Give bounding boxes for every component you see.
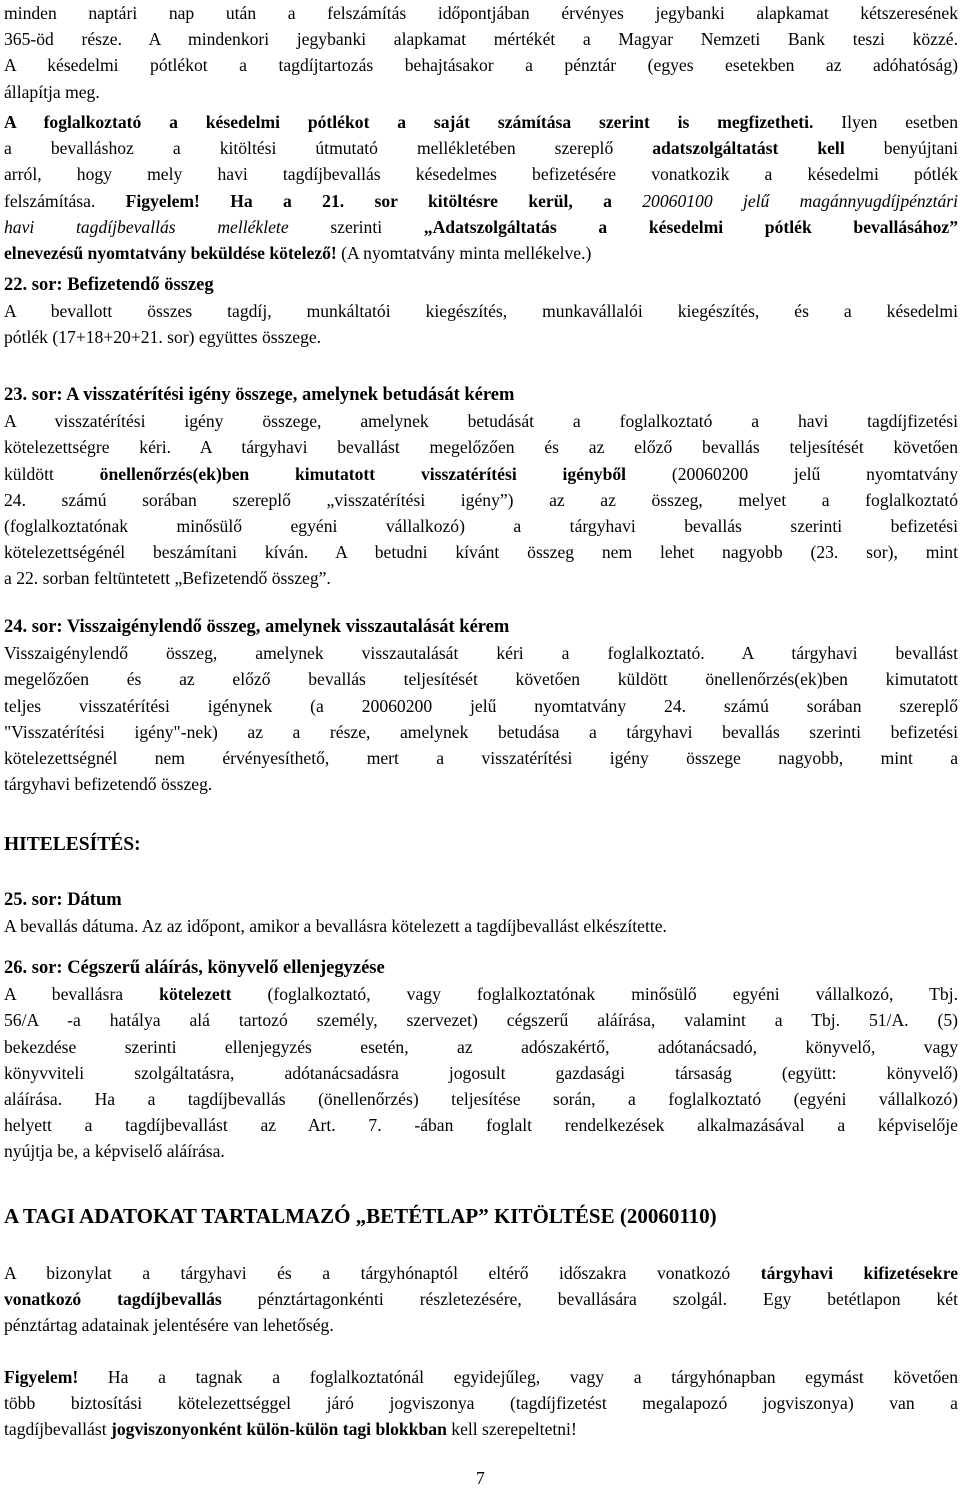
text-line: nyújtja be, a képviselő aláírása.: [4, 1141, 225, 1162]
text-line: elnevezésű nyomtatvány beküldése kötelező! (A nyomtatvány minta mellékelve.): [4, 242, 592, 263]
section-row-23: [4, 382, 958, 592]
text-line: aláírása. Ha a tagdíjbevallás (önellenőrzés) teljesítése során, a foglalkoztató (egyéni vállalkozó): [4, 1088, 958, 1109]
section-heading: 22. sor: Befizetendő összeg: [4, 275, 214, 295]
section-row-26: [4, 955, 958, 1165]
text-line: a 22. sorban feltüntetett „Befizetendő összeg”.: [4, 568, 331, 589]
text-line: könyvviteli szolgáltatásra, adótanácsadásra jogosult gazdasági társaság (együtt: könyvelő): [4, 1062, 958, 1083]
text-line: 365-öd része. A mindenkori jegybanki alapkamat mértékét a Magyar Nemzeti Bank teszi közzé.: [4, 29, 958, 50]
page-number: 7: [476, 1468, 485, 1488]
text-line: A bevallás dátuma. Az az időpont, amikor a bevallásra kötelezett a tagdíjbevallást elkészítette.: [4, 916, 667, 937]
text-line: minden naptári nap után a felszámítás időpontjában érvényes jegybanki alapkamat kétszeresének: [4, 3, 958, 23]
hitelesites-heading-block: [4, 832, 958, 858]
text-line: pénztártag adatainak jelentésére van lehetőség.: [4, 1315, 334, 1336]
text-line: több biztosítási kötelezettséggel járó jogviszonya (tagdíjfizetést megalapozó jogviszonya) van a: [4, 1393, 958, 1414]
hitelesites-heading: HITELESÍTÉS:: [4, 834, 141, 855]
text-line: A bevallásra kötelezett (foglalkoztató, vagy foglalkoztatónak minősülő egyéni vállalkozó, Tbj.: [4, 984, 958, 1005]
text-line: helyett a tagdíjbevallást az Art. 7. -ában foglalt rendelkezések alkalmazásával a képviselője: [4, 1115, 958, 1136]
text-line: 24. számú sorában szereplő „visszatérítési igény”) az az összeg, melyet a foglalkoztató: [4, 489, 958, 510]
paragraph-late-fee-self-calc: [4, 109, 958, 266]
section-row-25: [4, 887, 958, 939]
text-line: havi tagdíjbevallás melléklete szerinti „Adatszolgáltatás a késedelmi pótlék bevallásához”: [4, 216, 958, 237]
section-heading: 25. sor: Dátum: [4, 890, 122, 910]
text-line: A visszatérítési igény összege, amelynek betudását a foglalkoztató a havi tagdíjfizetési: [4, 411, 958, 432]
text-line: arról, hogy mely havi tagdíjbevallás késedelmes befizetésére vonatkozik a késedelmi pótlék: [4, 164, 958, 185]
text-line: tagdíjbevallást jogviszonyonként külön-külön tagi blokkban kell szerepeltetni!: [4, 1419, 577, 1440]
section-row-22: [4, 272, 958, 351]
section-heading: 26. sor: Cégszerű aláírás, könyvelő ellenjegyzése: [4, 958, 385, 978]
paragraph-figyelem: [4, 1364, 958, 1443]
text-line: kötelezettségre kéri. A tárgyhavi bevallást megelőzően és az előző bevallás teljesítését követően: [4, 437, 958, 458]
text-line: A késedelmi pótlékot a tagdíjtartozás behajtásakor a pénztár (egyes esetekben az adóhatóság): [4, 55, 958, 76]
text-line: a bevalláshoz a kitöltési útmutató mellékletében szereplő adatszolgáltatást kell benyújtani: [4, 138, 958, 159]
text-line: pótlék (17+18+20+21. sor) együttes összege.: [4, 327, 322, 348]
text-line: (foglalkoztatónak minősülő egyéni vállalkozó) a tárgyhavi bevallás szerinti befizetési: [4, 515, 958, 536]
text-line: "Visszatérítési igény"-nek) az a része, amelynek betudása a tárgyhavi bevallás szerinti befizetési: [4, 721, 958, 742]
section-heading: 23. sor: A visszatérítési igény összege, amelynek betudását kérem: [4, 385, 515, 405]
text-line: vonatkozó tagdíjbevallás pénztártagonkénti részletezésére, bevallására szolgál. Egy betétlapon két: [4, 1289, 958, 1310]
text-line: tárgyhavi befizetendő összeg.: [4, 774, 213, 795]
text-line: 56/A -a hatálya alá tartozó személy, szervezet) cégszerű aláírása, valamint a Tbj. 51/A. (5): [4, 1010, 958, 1031]
betetlap-title: A TAGI ADATOKAT TARTALMAZÓ „BETÉTLAP” KITÖLTÉSE (20060110): [4, 1204, 717, 1228]
text-line: A foglalkoztató a késedelmi pótlékot a saját számítása szerint is megfizetheti. Ilyen esetben: [4, 112, 959, 132]
text-line: kötelezettségénél beszámítani kíván. A betudni kívánt összeg nem lehet nagyobb (23. sor), mint: [4, 542, 958, 563]
text-line: A bevallott összes tagdíj, munkáltatói kiegészítés, munkavállalói kiegészítés, és a késedelmi: [4, 301, 958, 322]
text-line: felszámítása. Figyelem! Ha a 21. sor kitöltésre kerül, a 20060100 jelű magánnyugdíjpénztári: [4, 190, 958, 211]
text-line: küldött önellenőrzés(ek)ben kimutatott visszatérítési igényből (20060200 jelű nyomtatvány: [4, 463, 958, 484]
text-line: A bizonylat a tárgyhavi és a tárgyhónaptól eltérő időszakra vonatkozó tárgyhavi kifizetésekre: [4, 1263, 959, 1283]
text-line: megelőzően és az előző bevallás teljesítését követően küldött önellenőrzés(ek)ben kimutatott: [4, 669, 958, 690]
text-line: kötelezettségnél nem érvényesíthető, mert a visszatérítési igény összege nagyobb, mint a: [4, 747, 958, 768]
paragraph-betetlap: [4, 1260, 958, 1339]
text-line: bekezdése szerinti ellenjegyzés esetén, az adószakértő, adótanácsadó, könyvelő, vagy: [4, 1036, 958, 1057]
paragraph-interest-calc: [4, 0, 958, 105]
text-line: Visszaigénylendő összeg, amelynek visszautalását kéri a foglalkoztató. A tárgyhavi bevallást: [4, 643, 958, 664]
text-line: Figyelem! Ha a tagnak a foglalkoztatónál egyidejűleg, vagy a tárgyhónapban egymást követően: [4, 1367, 958, 1387]
text-line: teljes visszatérítési igénynek (a 20060200 jelű nyomtatvány 24. számú sorában szereplő: [4, 695, 958, 716]
text-line: állapítja meg.: [4, 81, 100, 102]
section-heading: 24. sor: Visszaigénylendő összeg, amelynek visszautalását kérem: [4, 617, 510, 637]
section-row-24: [4, 614, 958, 797]
betetlap-title-block: [4, 1203, 958, 1229]
